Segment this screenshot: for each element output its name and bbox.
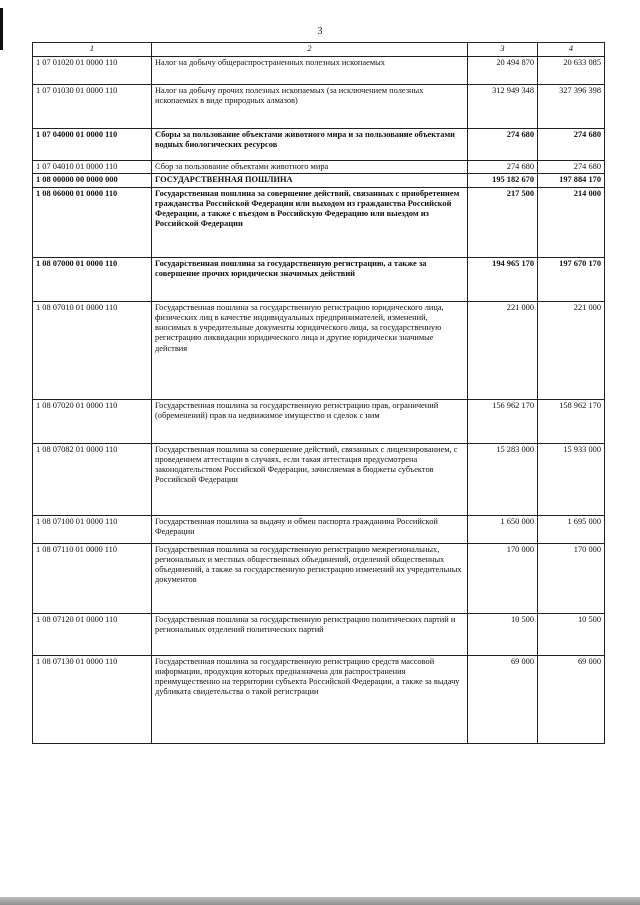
row-name: Налог на добычу прочих полезных ископаемых (за исключением полезных ископаемых в виде природных алмазов)	[152, 85, 468, 129]
table-row	[33, 57, 605, 85]
row-value-col3: 274 680	[468, 129, 538, 161]
row-value-col4: 20 633 085	[538, 57, 605, 85]
row-value-col4: 274 680	[538, 129, 605, 161]
table-row	[33, 399, 605, 443]
scan-bottom-edge	[0, 897, 640, 905]
row-code: 1 07 01030 01 0000 110	[33, 85, 152, 129]
row-value-col3: 10 500	[468, 613, 538, 655]
column-header-4: 4	[538, 43, 605, 57]
row-value-col4: 274 680	[538, 161, 605, 174]
table-row	[33, 129, 605, 161]
table-row	[33, 161, 605, 174]
table-row	[33, 655, 605, 743]
row-name: ГОСУДАРСТВЕННАЯ ПОШЛИНА	[152, 174, 468, 187]
row-value-col4: 197 884 170	[538, 174, 605, 187]
row-value-col4: 197 670 170	[538, 257, 605, 301]
table-row	[33, 85, 605, 129]
row-value-col3: 1 650 000	[468, 515, 538, 543]
row-name: Государственная пошлина за совершение действий, связанных с лицензированием, с проведением аттестации в случаях, если такая аттестация предусмотрена законодательством Российской Федерации, зачисляемая в бюджеты субъектов Российской Федерации	[152, 443, 468, 515]
row-value-col4: 327 396 398	[538, 85, 605, 129]
row-code: 1 08 07082 01 0000 110	[33, 443, 152, 515]
row-name: Сбор за пользование объектами животного мира	[152, 161, 468, 174]
row-value-col4: 214 000	[538, 187, 605, 257]
table-row	[33, 515, 605, 543]
row-code: 1 08 07110 01 0000 110	[33, 543, 152, 613]
row-name: Государственная пошлина за государственную регистрацию средств массовой информации, продукция которых предназначена для распространения преимущественно на территории субъекта Российской Федерации, а также за выдачу дубликата свидетельства о такой регистрации	[152, 655, 468, 743]
row-value-col3: 20 494 870	[468, 57, 538, 85]
table-row	[33, 613, 605, 655]
row-value-col4: 221 000	[538, 301, 605, 399]
table-row	[33, 443, 605, 515]
row-name: Государственная пошлина за совершение действий, связанных с приобретением гражданства Российской Федерации или выходом из гражданства Российской Федерации, а также с въездом в Российскую Федерацию или выездом из Российской Федерации	[152, 187, 468, 257]
row-value-col4: 69 000	[538, 655, 605, 743]
row-code: 1 08 07020 01 0000 110	[33, 399, 152, 443]
revenue-table-container	[32, 42, 604, 744]
row-name: Государственная пошлина за выдачу и обмен паспорта гражданина Российской Федерации	[152, 515, 468, 543]
row-value-col3: 170 000	[468, 543, 538, 613]
row-value-col3: 15 283 000	[468, 443, 538, 515]
row-name: Государственная пошлина за государственную регистрацию юридического лица, физических лиц в качестве индивидуальных предпринимателей, изменений, вносимых в учредительные документы юридического лица, за государственную регистрацию ликвидации юридического лица и другие юридически значимые действия	[152, 301, 468, 399]
column-header-3: 3	[468, 43, 538, 57]
row-code: 1 07 04010 01 0000 110	[33, 161, 152, 174]
table-row	[33, 174, 605, 187]
row-code: 1 08 00000 00 0000 000	[33, 174, 152, 187]
row-value-col4: 10 500	[538, 613, 605, 655]
table-row	[33, 543, 605, 613]
row-code: 1 08 07100 01 0000 110	[33, 515, 152, 543]
row-value-col4: 15 933 000	[538, 443, 605, 515]
table-row	[33, 187, 605, 257]
revenue-table	[32, 42, 605, 744]
row-code: 1 08 07130 01 0000 110	[33, 655, 152, 743]
row-name: Государственная пошлина за государственную регистрацию прав, ограничений (обременений) прав на недвижимое имущество и сделок с ним	[152, 399, 468, 443]
row-code: 1 08 07000 01 0000 110	[33, 257, 152, 301]
row-name: Государственная пошлина за государственную регистрацию, а также за совершение прочих юридически значимых действий	[152, 257, 468, 301]
row-code: 1 08 07120 01 0000 110	[33, 613, 152, 655]
row-value-col3: 217 500	[468, 187, 538, 257]
column-header-1: 1	[33, 43, 152, 57]
table-header-row	[33, 43, 605, 57]
page-number: 3	[317, 26, 323, 37]
row-value-col3: 274 680	[468, 161, 538, 174]
row-value-col3: 194 965 170	[468, 257, 538, 301]
row-code: 1 08 06000 01 0000 110	[33, 187, 152, 257]
row-name: Государственная пошлина за государственную регистрацию политических партий и региональных отделений политических партий	[152, 613, 468, 655]
row-value-col3: 69 000	[468, 655, 538, 743]
row-code: 1 08 07010 01 0000 110	[33, 301, 152, 399]
row-code: 1 07 04000 01 0000 110	[33, 129, 152, 161]
row-value-col4: 158 962 170	[538, 399, 605, 443]
row-value-col4: 1 695 000	[538, 515, 605, 543]
row-value-col3: 221 000	[468, 301, 538, 399]
row-value-col3: 156 962 170	[468, 399, 538, 443]
row-code: 1 07 01020 01 0000 110	[33, 57, 152, 85]
column-header-2: 2	[152, 43, 468, 57]
row-value-col3: 312 949 348	[468, 85, 538, 129]
row-value-col4: 170 000	[538, 543, 605, 613]
table-row	[33, 301, 605, 399]
table-row	[33, 257, 605, 301]
row-value-col3: 195 182 670	[468, 174, 538, 187]
row-name: Государственная пошлина за государственную регистрацию межрегиональных, региональных и местных общественных объединений, отделений общественных объединений, а также за государственную регистрацию изменений их учредительных документов	[152, 543, 468, 613]
row-name: Сборы за пользование объектами животного мира и за пользование объектами водных биологических ресурсов	[152, 129, 468, 161]
row-name: Налог на добычу общераспространенных полезных ископаемых	[152, 57, 468, 85]
